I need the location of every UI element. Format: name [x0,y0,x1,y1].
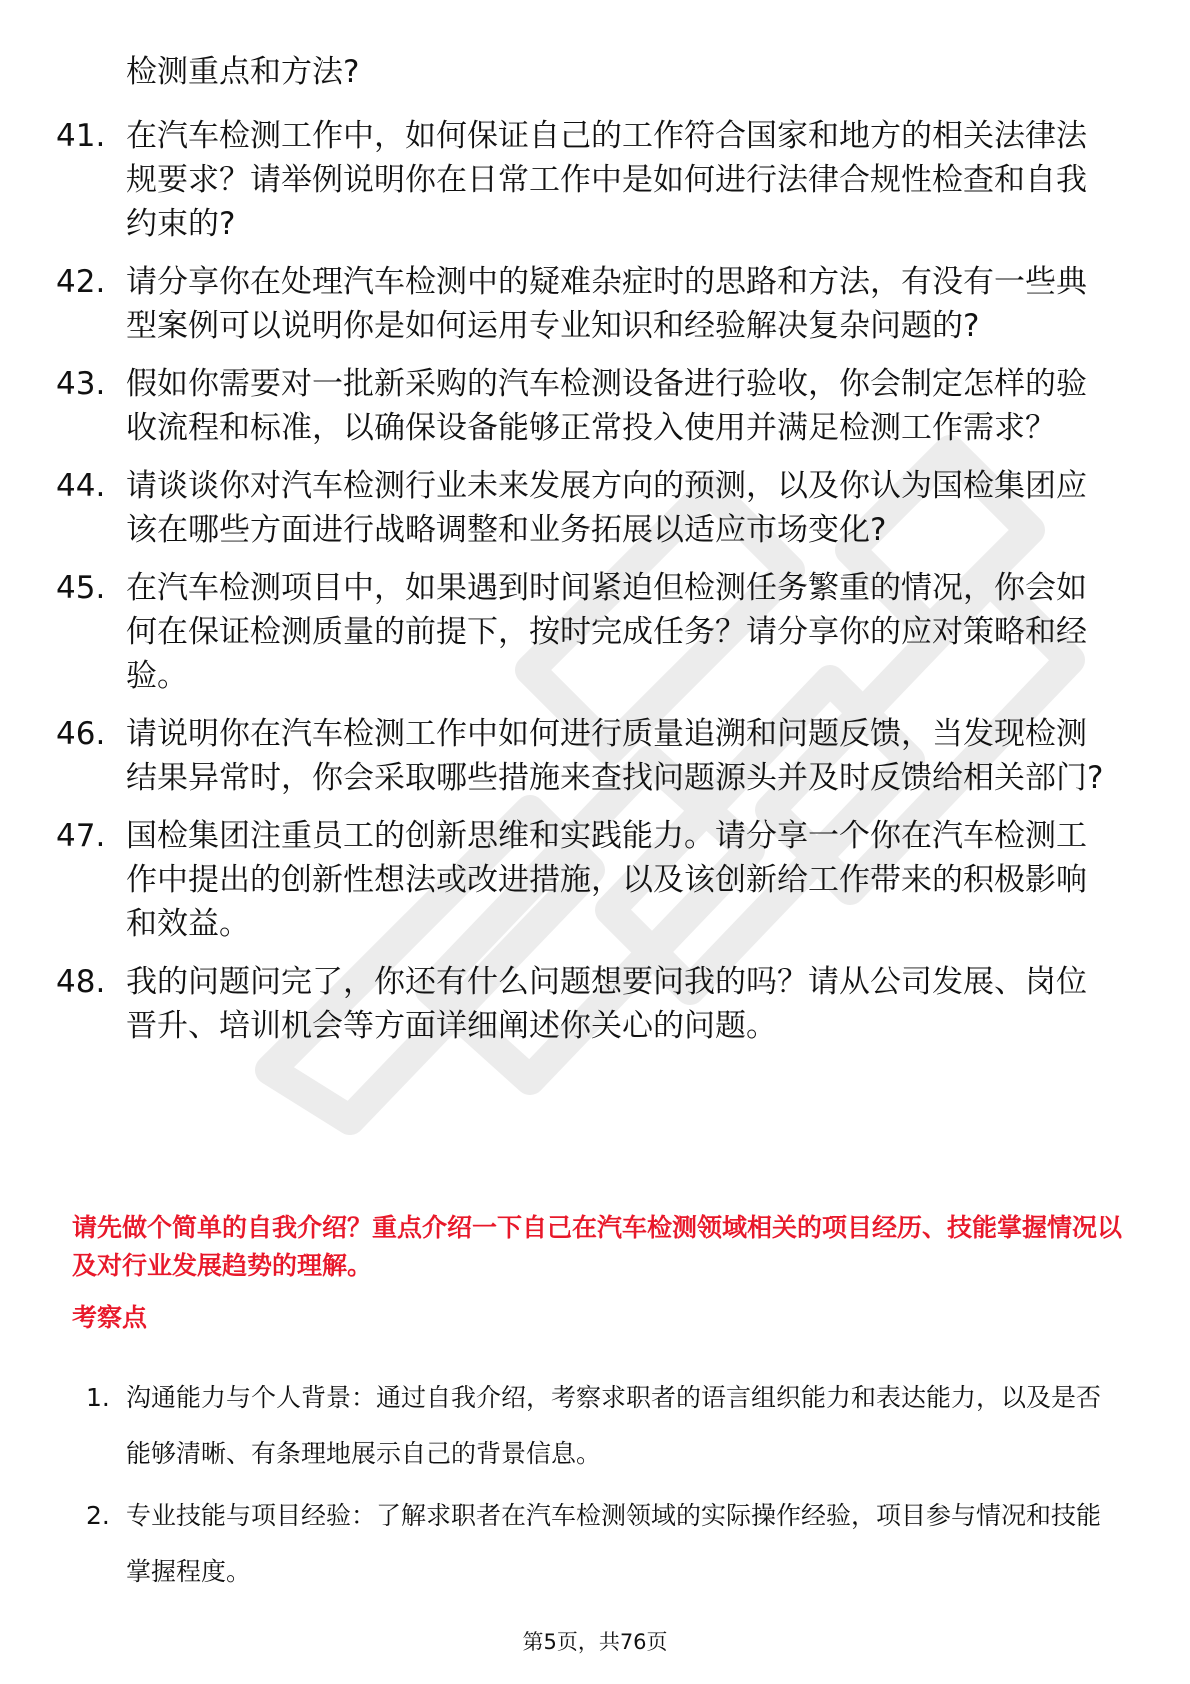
question-number: 44. [56,468,106,504]
question-number: 45. [56,570,106,606]
question-number: 42. [56,264,106,300]
highlight-question: 请先做个简单的自我介绍？重点介绍一下自己在汽车检测领域相关的项目经历、技能掌握情况以及对行业发展趋势的理解。 [72,1213,1123,1280]
point-item [86,1370,1116,1482]
point-item [86,1488,1116,1600]
question-item [56,960,1116,1048]
question-number: 41. [56,118,106,154]
question-text: 请分享你在处理汽车检测中的疑难杂症时的思路和方法，有没有一些典型案例可以说明你是如何运用专业知识和经验解决复杂问题的? [126,264,1087,344]
point-number: 1. [86,1383,110,1412]
point-text: 沟通能力与个人背景：通过自我介绍，考察求职者的语言组织能力和表达能力，以及是否能够清晰、有条理地展示自己的背景信息。 [126,1383,1102,1468]
question-number: 46. [56,716,106,752]
question-number: 43. [56,366,106,402]
question-item [56,464,1116,552]
question-item [56,814,1116,946]
question-list [56,114,1116,1062]
point-text: 专业技能与项目经验：了解求职者在汽车检测领域的实际操作经验，项目参与情况和技能掌握程度。 [126,1501,1102,1586]
question-item [56,712,1116,800]
continuation-text: 检测重点和方法? [126,54,360,90]
question-item [56,260,1116,348]
question-number: 48. [56,964,106,1000]
question-text: 假如你需要对一批新采购的汽车检测设备进行验收，你会制定怎样的验收流程和标准，以确保设备能够正常投入使用并满足检测工作需求？ [126,366,1087,446]
section-title: 考察点 [72,1303,148,1332]
question-item [56,362,1116,450]
question-text: 在汽车检测工作中，如何保证自己的工作符合国家和地方的相关法律法规要求？请举例说明你在日常工作中是如何进行法律合规性检查和自我约束的? [126,118,1087,242]
question-number: 47. [56,818,106,854]
question-text: 我的问题问完了，你还有什么问题想要问我的吗？请从公司发展、岗位晋升、培训机会等方面详细阐述你关心的问题。 [126,964,1087,1044]
question-item [56,566,1116,698]
page-footer: 第5页，共76页 [522,1630,668,1654]
question-text: 国检集团注重员工的创新思维和实践能力。请分享一个你在汽车检测工作中提出的创新性想法或改进措施，以及该创新给工作带来的积极影响和效益。 [126,818,1087,942]
point-list [86,1370,1116,1606]
question-item [56,114,1116,246]
question-text: 请谈谈你对汽车检测行业未来发展方向的预测，以及你认为国检集团应该在哪些方面进行战略调整和业务拓展以适应市场变化? [126,468,1087,548]
point-number: 2. [86,1501,110,1530]
question-text: 请说明你在汽车检测工作中如何进行质量追溯和问题反馈，当发现检测结果异常时，你会采取哪些措施来查找问题源头并及时反馈给相关部门? [126,716,1104,796]
question-text: 在汽车检测项目中，如果遇到时间紧迫但检测任务繁重的情况，你会如何在保证检测质量的前提下，按时完成任务？请分享你的应对策略和经验。 [126,570,1087,694]
